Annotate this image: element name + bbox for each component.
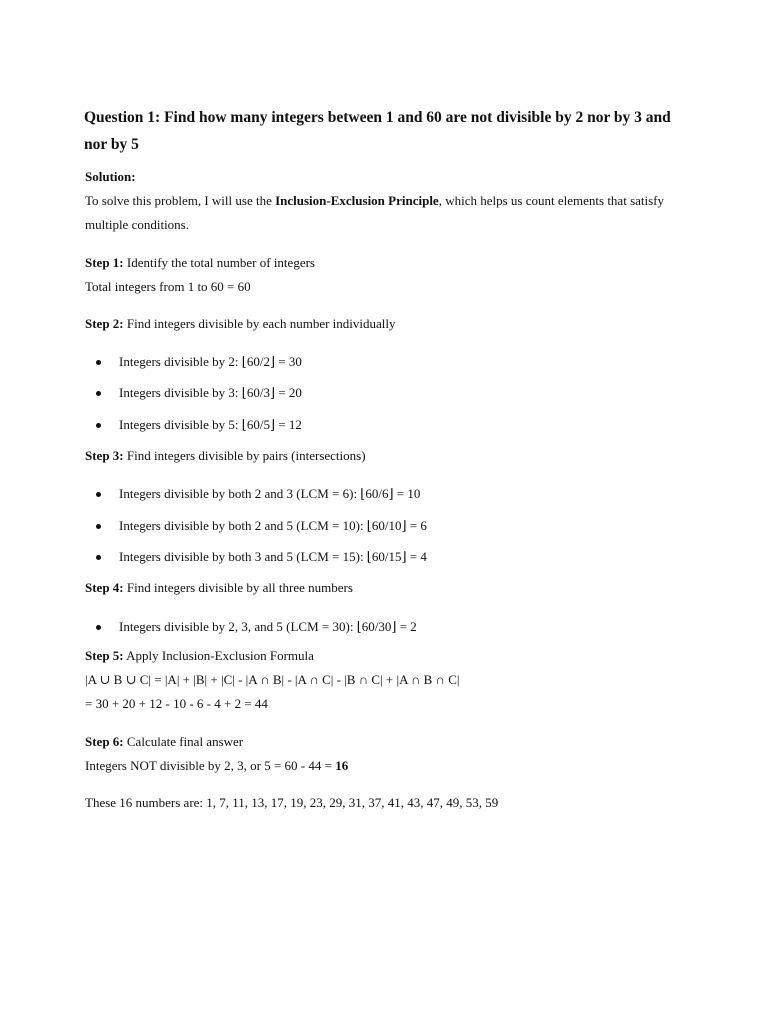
step-2-bullet xyxy=(96,416,302,434)
step-2-text: Find integers divisible by each number individually xyxy=(123,316,396,331)
solution-heading xyxy=(85,168,136,186)
intro-text-post: , which helps us count elements that satisfy multiple conditions. xyxy=(85,193,665,232)
bullet-text: Integers divisible by both 3 and 5 (LCM = 15): ⌊60/15⌋ = 4 xyxy=(119,549,427,564)
step-5-formula: |A ∪ B ∪ C| = |A| + |B| + |C| - |A ∩ B| - |A ∩ C| - |B ∩ C| + |A ∩ B ∩ C| xyxy=(85,672,460,687)
bullet-text: Integers divisible by 5: ⌊60/5⌋ = 12 xyxy=(119,417,302,432)
step-2-bullet xyxy=(96,353,302,371)
intro-text-pre: To solve this problem, I will use the xyxy=(85,193,276,208)
step-1-detail: Total integers from 1 to 60 = 60 xyxy=(85,279,251,294)
bullet-icon xyxy=(96,524,101,529)
step-3-text: Find integers divisible by pairs (intersections) xyxy=(123,448,366,463)
bullet-icon xyxy=(96,492,101,497)
step-5-heading xyxy=(85,647,314,665)
step-6-label: Step 6: xyxy=(85,734,124,749)
step-4-bullet xyxy=(96,618,417,636)
step-2-heading xyxy=(85,315,396,333)
bullet-text: Integers divisible by 2: ⌊60/2⌋ = 30 xyxy=(119,354,302,369)
bullet-text: Integers divisible by 3: ⌊60/3⌋ = 20 xyxy=(119,385,302,400)
step-6-heading xyxy=(85,733,243,751)
bullet-icon xyxy=(96,625,101,630)
solution-label: Solution: xyxy=(85,169,136,184)
step-6-text: Calculate final answer xyxy=(123,734,244,749)
step-4-text: Find integers divisible by all three numbers xyxy=(123,580,353,595)
answer-text: Integers NOT divisible by 2, 3, or 5 = 60 - 44 = xyxy=(85,758,336,773)
answer-value: 16 xyxy=(335,758,349,773)
solution-intro xyxy=(85,189,685,237)
step-5-calculation: = 30 + 20 + 12 - 10 - 6 - 4 + 2 = 44 xyxy=(85,696,268,711)
bullet-icon xyxy=(96,555,101,560)
step-1-text: Identify the total number of integers xyxy=(123,255,315,270)
step-1-label: Step 1: xyxy=(85,255,124,270)
bullet-icon xyxy=(96,360,101,365)
step-6-answer xyxy=(85,757,348,775)
step-3-bullet xyxy=(96,485,420,503)
numbers-list: These 16 numbers are: 1, 7, 11, 13, 17, 19, 23, 29, 31, 37, 41, 43, 47, 49, 53, 59 xyxy=(85,795,499,810)
bullet-icon xyxy=(96,391,101,396)
step-1-heading xyxy=(85,254,315,272)
intro-principle-name: Inclusion-Exclusion Principle xyxy=(275,193,439,208)
step-3-bullet xyxy=(96,517,427,535)
step-5-text: Apply Inclusion-Exclusion Formula xyxy=(123,648,314,663)
step-3-heading xyxy=(85,447,366,465)
step-2-bullet xyxy=(96,384,302,402)
step-3-bullet xyxy=(96,548,427,566)
bullet-text: Integers divisible by both 2 and 3 (LCM = 6): ⌊60/6⌋ = 10 xyxy=(119,486,421,501)
bullet-text: Integers divisible by 2, 3, and 5 (LCM = 30): ⌊60/30⌋ = 2 xyxy=(119,619,417,634)
bullet-text: Integers divisible by both 2 and 5 (LCM = 10): ⌊60/10⌋ = 6 xyxy=(119,518,427,533)
step-4-heading xyxy=(85,579,353,597)
step-3-label: Step 3: xyxy=(85,448,124,463)
step-5-label: Step 5: xyxy=(85,648,124,663)
bullet-icon xyxy=(96,423,101,428)
question-title: Question 1: Find how many integers between 1 and 60 are not divisible by 2 nor by 3 and nor by 5 xyxy=(84,109,671,153)
step-4-label: Step 4: xyxy=(85,580,124,595)
step-2-label: Step 2: xyxy=(85,316,124,331)
